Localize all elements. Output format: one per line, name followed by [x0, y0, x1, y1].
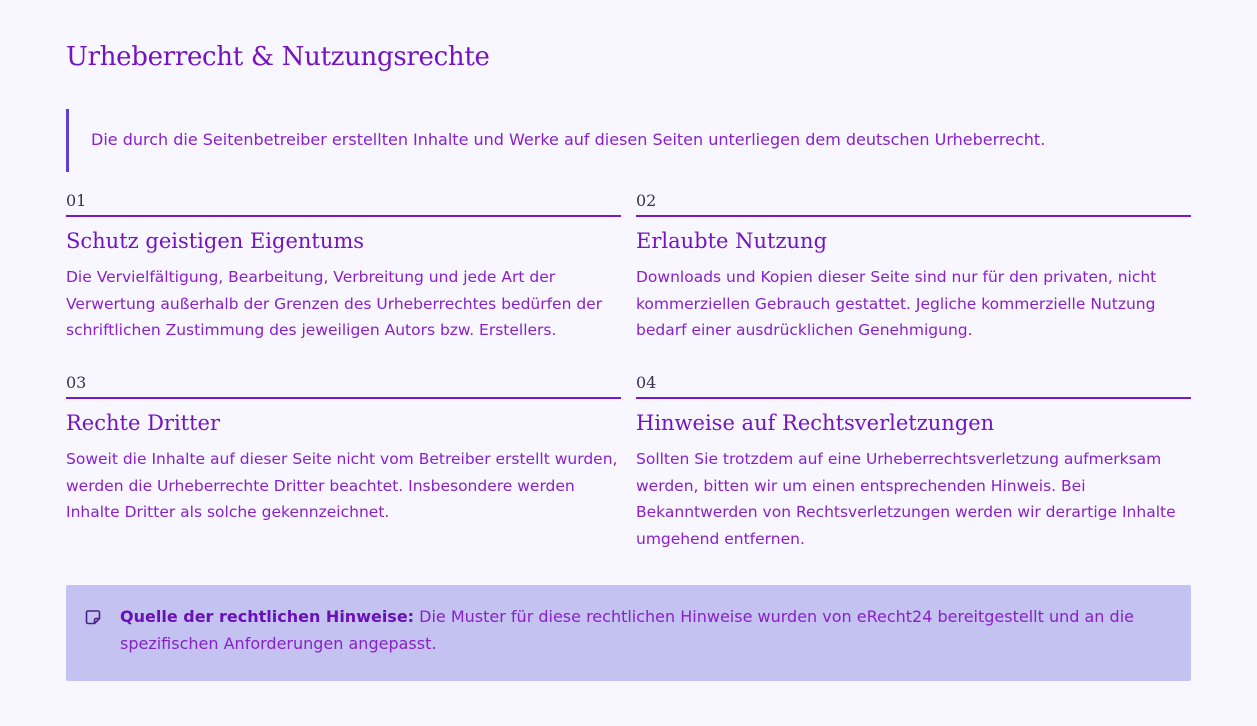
section-number: 01	[66, 191, 87, 210]
section-card	[636, 373, 1191, 552]
section-number: 04	[636, 373, 657, 392]
source-note	[66, 585, 1191, 681]
section-divider	[66, 215, 621, 217]
section-divider	[636, 215, 1191, 217]
section-number: 02	[636, 191, 657, 210]
section-number: 03	[66, 373, 87, 392]
source-note-text	[120, 604, 1180, 657]
page-title: Urheberrecht & Nutzungsrechte	[66, 42, 490, 72]
section-text: Die Vervielfältigung, Bearbeitung, Verbreitung und jede Art der Verwertung außerhalb der Grenzen des Urheberrechtes bedürfen der schriftlichen Zustimmung des jeweiligen Autors bzw. Erstellers.	[66, 268, 603, 339]
source-note-label: Quelle der rechtlichen Hinweise:	[120, 607, 415, 626]
source-note-body: Die Muster für diese rechtlichen Hinweise wurden von eRecht24 bereitgestellt und an die spezifischen Anforderungen angepasst.	[120, 607, 1134, 653]
section-divider	[636, 397, 1191, 399]
section-heading: Erlaubte Nutzung	[636, 229, 828, 253]
section-card	[636, 191, 1191, 344]
section-heading: Schutz geistigen Eigentums	[66, 229, 365, 253]
intro-text: Die durch die Seitenbetreiber erstellten Inhalte und Werke auf diesen Seiten unterliegen dem deutschen Urheberrecht.	[91, 130, 1046, 149]
section-divider	[66, 397, 621, 399]
section-text: Sollten Sie trotzdem auf eine Urheberrechtsverletzung aufmerksam werden, bitten wir um einen entsprechenden Hinweis. Bei Bekanntwerden von Rechtsverletzungen werden wir derartige Inhalte umgehend entfernen.	[636, 450, 1176, 548]
note-icon	[85, 609, 101, 625]
section-heading: Hinweise auf Rechtsverletzungen	[636, 411, 995, 435]
section-text: Downloads und Kopien dieser Seite sind nur für den privaten, nicht kommerziellen Gebrauch gestattet. Jegliche kommerzielle Nutzung bedarf einer ausdrücklichen Genehmigung.	[636, 268, 1157, 339]
section-card	[66, 373, 621, 526]
section-text: Soweit die Inhalte auf dieser Seite nicht vom Betreiber erstellt wurden, werden die Urheberrechte Dritter beachtet. Insbesondere werden Inhalte Dritter als solche gekennzeichnet.	[66, 450, 618, 521]
intro-quote	[66, 109, 1066, 172]
section-heading: Rechte Dritter	[66, 411, 221, 435]
section-card	[66, 191, 621, 344]
